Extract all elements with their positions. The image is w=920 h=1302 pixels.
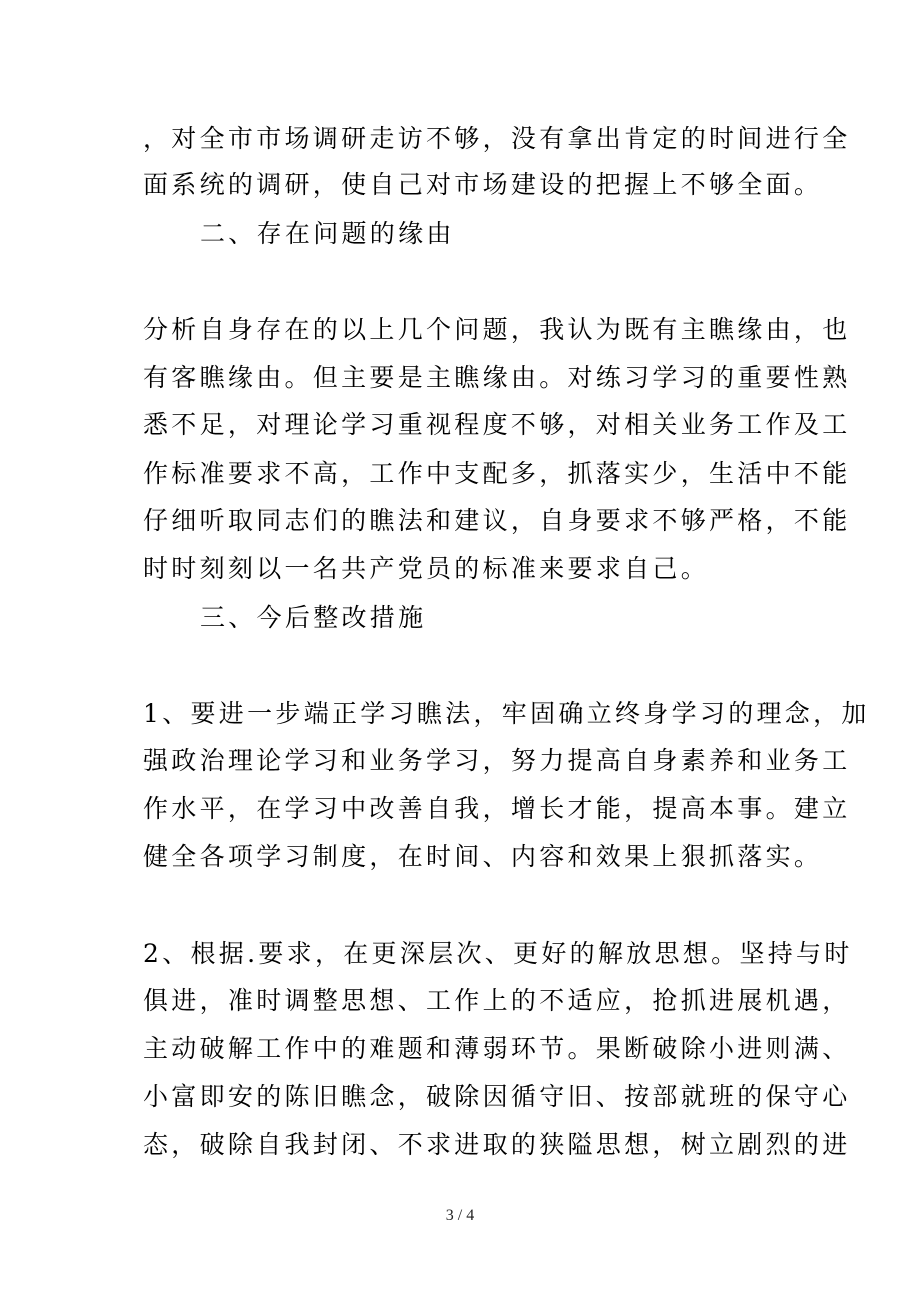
section2-line-2: 有客瞧缘由。但主要是主瞧缘由。对练习学习的重要性熟 xyxy=(143,363,851,392)
item1-line-1: 1、要进一步端正学习瞧法，牢固确立终身学习的理念，加 xyxy=(143,699,870,728)
item2-line-4: 小富即安的陈旧瞧念，破除因循守旧、按部就班的保守心 xyxy=(143,1082,851,1111)
section2-line-3: 悉不足，对理论学习重视程度不够，对相关业务工作及工 xyxy=(143,410,851,439)
item1-line-4: 健全各项学习制度，在时间、内容和效果上狠抓落实。 xyxy=(143,842,823,871)
section2-line-5: 仔细听取同志们的瞧法和建议，自身要求不够严格，不能 xyxy=(143,506,851,535)
section2-line-6: 时时刻刻以一名共产党员的标准来要求自己。 xyxy=(143,554,710,583)
item2-line-5: 态，破除自我封闭、不求进取的狭隘思想，树立剧烈的进 xyxy=(143,1130,851,1159)
section3-heading: 三、今后整改措施 xyxy=(200,603,427,632)
section2-line-4: 作标准要求不高，工作中支配多，抓落实少，生活中不能 xyxy=(143,459,851,488)
item2-line-1: 2、根据.要求，在更深层次、更好的解放思想。坚持与时 xyxy=(143,939,853,968)
item1-line-3: 作水平，在学习中改善自我，增长才能，提高本事。建立 xyxy=(143,794,851,823)
page-number: 3 / 4 xyxy=(445,1207,475,1224)
item1-line-2: 强政治理论学习和业务学习，努力提高自身素养和业务工 xyxy=(143,746,851,775)
intro-line-1: ，对全市市场调研走访不够，没有拿出肯定的时间进行全 xyxy=(143,124,851,153)
intro-line-2: 面系统的调研，使自己对市场建设的把握上不够全面。 xyxy=(143,170,823,199)
item2-line-2: 俱进，准时调整思想、工作上的不适应，抢抓进展机遇， xyxy=(143,986,851,1015)
item2-line-3: 主动破解工作中的难题和薄弱环节。果断破除小进则满、 xyxy=(143,1034,851,1063)
section2-line-1: 分析自身存在的以上几个问题，我认为既有主瞧缘由，也 xyxy=(143,315,851,344)
section2-heading: 二、存在问题的缘由 xyxy=(200,219,455,248)
